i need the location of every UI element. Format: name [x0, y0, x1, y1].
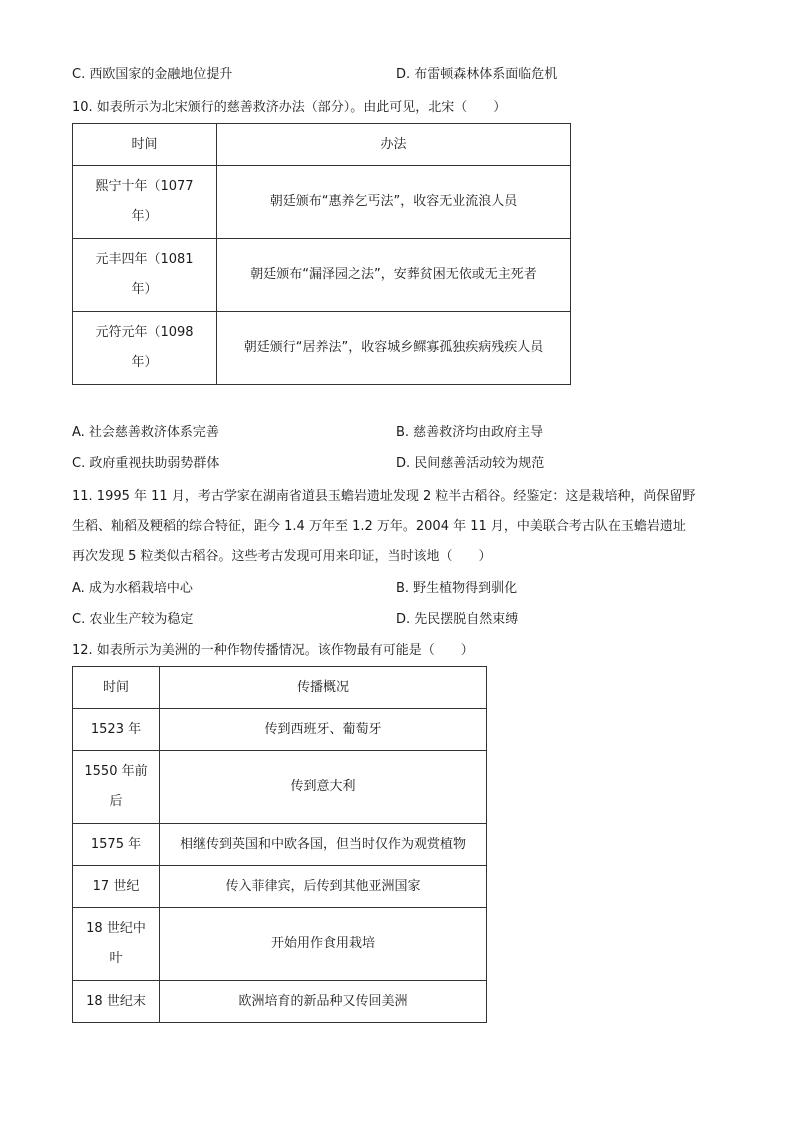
option-d: D. 先民摆脱自然束缚 [396, 612, 519, 627]
table-header-cell: 传播概况 [160, 667, 487, 709]
table-cell-desc: 传到西班牙、葡萄牙 [160, 709, 487, 751]
option-a: A. 社会慈善救济体系完善 [72, 425, 219, 440]
table-cell-desc: 开始用作食用栽培 [160, 908, 487, 981]
table-cell-time: 18 世纪末 [73, 981, 160, 1023]
table-header-cell: 时间 [73, 124, 217, 166]
time-line: 元符元年（1098 [95, 325, 194, 340]
table-cell-desc: 欧洲培育的新品种又传回美洲 [160, 981, 487, 1023]
time-line: 年） [131, 355, 158, 370]
time-line: 年） [131, 209, 158, 224]
table-row [73, 824, 487, 866]
table-header-cell: 时间 [73, 667, 160, 709]
time-line: 熙宁十年（1077 [95, 179, 194, 194]
table-cell-time [73, 166, 217, 239]
table-cell-method: 朝廷颁行“居养法”，收容城乡鳏寡孤独疾病残疾人员 [217, 312, 571, 385]
table-cell-time [73, 312, 217, 385]
table-header-row [73, 124, 571, 166]
table-row [73, 312, 571, 385]
table-header-cell: 办法 [217, 124, 571, 166]
option-b: B. 野生植物得到驯化 [396, 581, 518, 596]
option-d: D. 民间慈善活动较为规范 [396, 456, 545, 471]
q12-stem: 12. 如表所示为美洲的一种作物传播情况。该作物最有可能是（ ） [72, 643, 474, 658]
q10-stem: 10. 如表所示为北宋颁行的慈善救济办法（部分）。由此可见，北宋（ ） [72, 100, 507, 115]
option-d: D. 布雷顿森林体系面临危机 [396, 67, 558, 82]
q10-table [72, 123, 571, 385]
q11-line: 生稻、籼稻及粳稻的综合特征，距今 1.4 万年至 1.2 万年。2004 年 11 月，中美联合考古队在玉蟾岩遗址 [72, 519, 686, 534]
option-c: C. 农业生产较为稳定 [72, 612, 194, 627]
table-cell-time: 1575 年 [73, 824, 160, 866]
q11-line: 再次发现 5 粒类似古稻谷。这些考古发现可用来印证，当时该地（ ） [72, 549, 492, 564]
table-cell-time: 17 世纪 [73, 866, 160, 908]
time-line: 1550 年前 [84, 764, 148, 779]
option-a: A. 成为水稻栽培中心 [72, 581, 193, 596]
table-row [73, 709, 487, 751]
table-cell-desc: 传入菲律宾，后传到其他亚洲国家 [160, 866, 487, 908]
option-b: B. 慈善救济均由政府主导 [396, 425, 544, 440]
table-cell-desc: 相继传到英国和中欧各国，但当时仅作为观赏植物 [160, 824, 487, 866]
table-cell-time [73, 908, 160, 981]
table-cell-method: 朝廷颁布“漏泽园之法”，安葬贫困无依或无主死者 [217, 239, 571, 312]
time-line: 后 [109, 794, 123, 809]
option-c: C. 西欧国家的金融地位提升 [72, 67, 233, 82]
table-cell-desc: 传到意大利 [160, 751, 487, 824]
q12-table [72, 666, 487, 1023]
table-row [73, 908, 487, 981]
q11-line: 11. 1995 年 11 月，考古学家在湖南省道县玉蟾岩遗址发现 2 粒半古稻谷。经鉴定：这是栽培种，尚保留野 [72, 489, 696, 504]
table-row [73, 866, 487, 908]
table-header-row [73, 667, 487, 709]
table-row [73, 751, 487, 824]
time-line: 18 世纪中 [86, 921, 146, 936]
time-line: 年） [131, 282, 158, 297]
table-cell-method: 朝廷颁布“惠养乞丐法”，收容无业流浪人员 [217, 166, 571, 239]
table-row [73, 981, 487, 1023]
table-cell-time: 1523 年 [73, 709, 160, 751]
table-cell-time [73, 751, 160, 824]
time-line: 叶 [109, 951, 123, 966]
table-row [73, 166, 571, 239]
time-line: 元丰四年（1081 [95, 252, 194, 267]
table-row [73, 239, 571, 312]
option-c: C. 政府重视扶助弱势群体 [72, 456, 220, 471]
table-cell-time [73, 239, 217, 312]
